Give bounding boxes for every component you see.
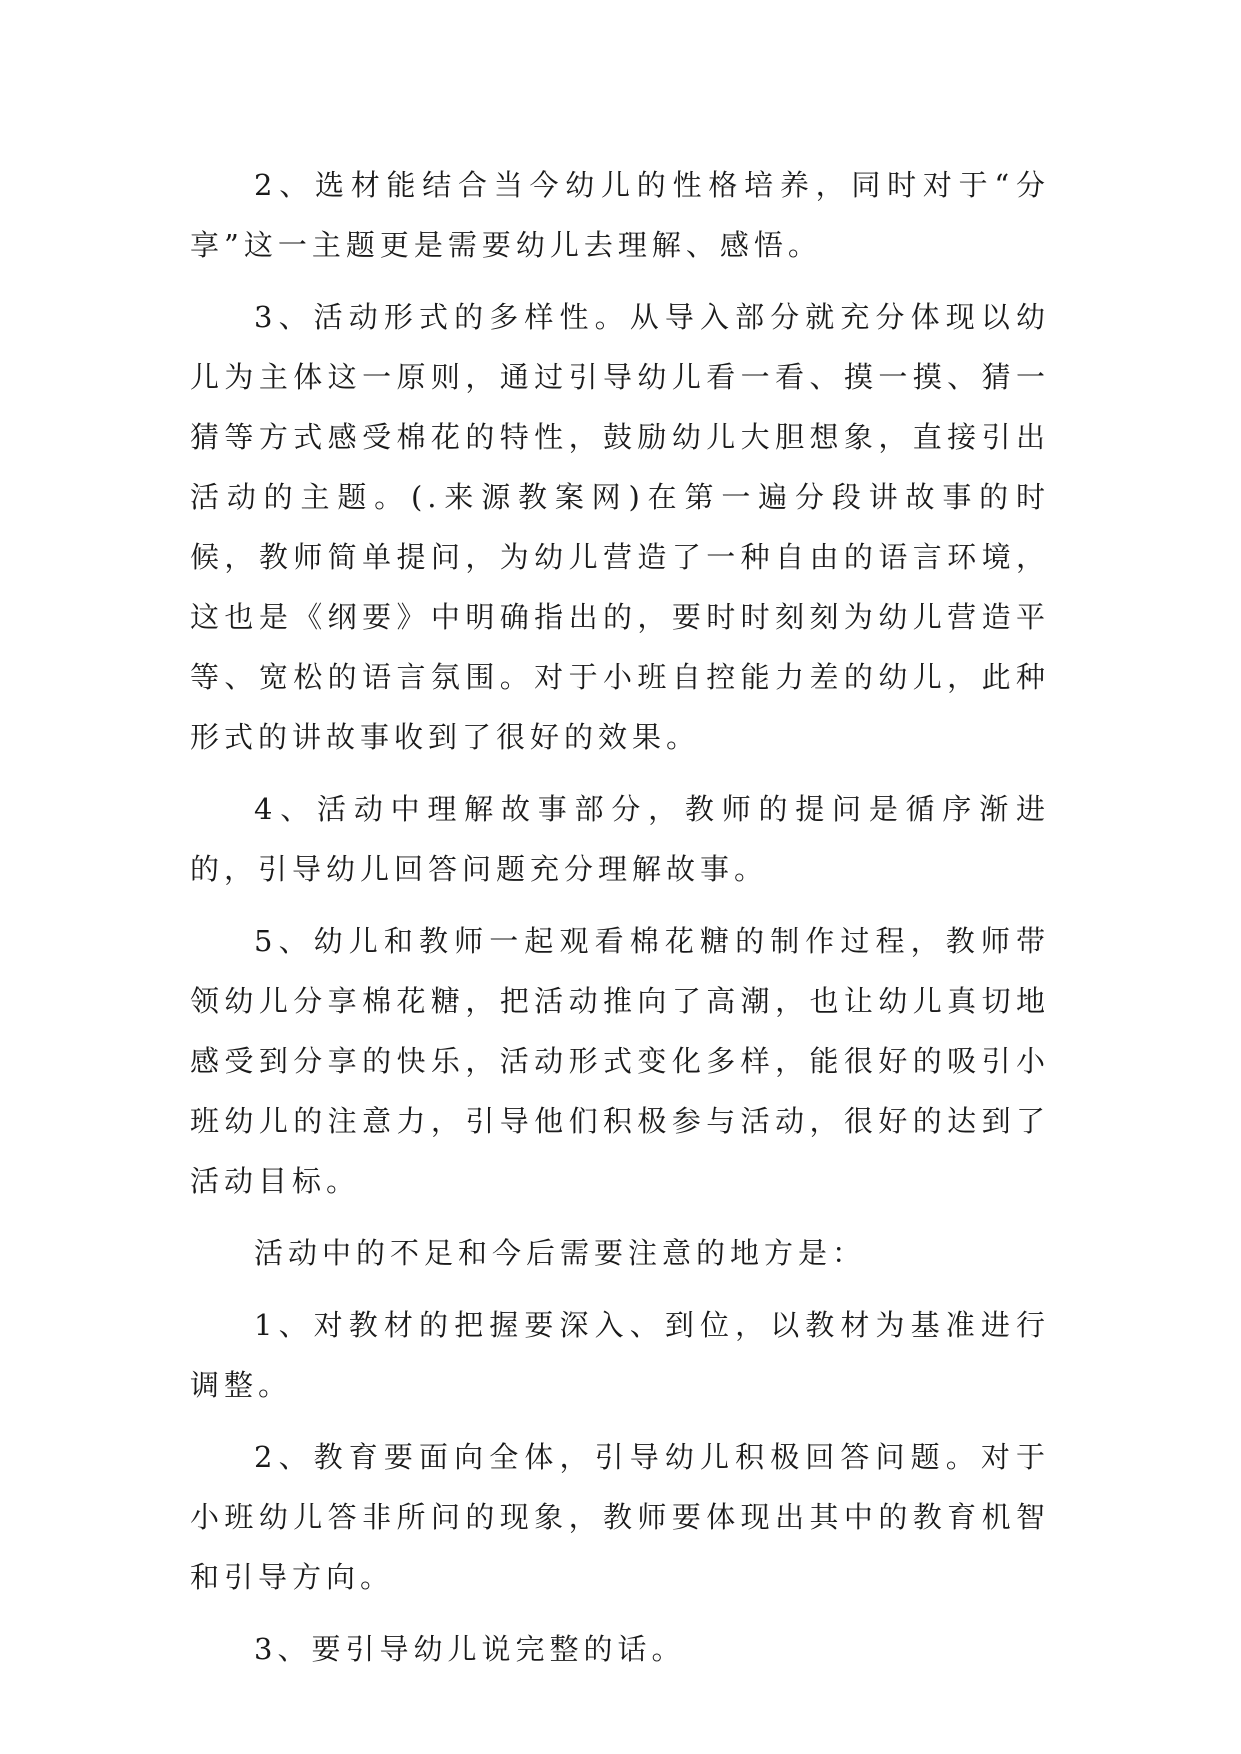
- paragraph-shortcoming-1: 1、对教材的把握要深入、到位，以教材为基准进行调整。: [190, 1308, 1050, 1402]
- document-body: [190, 155, 1050, 1691]
- paragraph-activity-variety: 3、活动形式的多样性。从导入部分就充分体现以幼儿为主体这一原则，通过引导幼儿看一看、摸一摸、猜一猜等方式感受棉花的特性，鼓励幼儿大胆想象，直接引出活动的主题。(.来源教案网)在第一遍分段讲故事的时候，教师简单提问，为幼儿营造了一种自由的语言环境，这也是《纲要》中明确指出的，要时时刻刻为幼儿营造平等、宽松的语言氛围。对于小班自控能力差的幼儿，此种形式的讲故事收到了很好的效果。: [190, 300, 1050, 754]
- paragraph-cotton-candy: 5、幼儿和教师一起观看棉花糖的制作过程，教师带领幼儿分享棉花糖，把活动推向了高潮，也让幼儿真切地感受到分享的快乐，活动形式变化多样，能很好的吸引小班幼儿的注意力，引导他们积极参与活动，很好的达到了活动目标。: [190, 924, 1050, 1198]
- paragraph-shortcoming-3: 3、要引导幼儿说完整的话。: [254, 1632, 686, 1666]
- paragraph-shortcomings-heading: 活动中的不足和今后需要注意的地方是：: [254, 1236, 867, 1270]
- paragraph-story-understanding: 4、活动中理解故事部分，教师的提问是循序渐进的，引导幼儿回答问题充分理解故事。: [190, 792, 1050, 886]
- paragraph-shortcoming-2: 2、教育要面向全体，引导幼儿积极回答问题。对于小班幼儿答非所问的现象，教师要体现出其中的教育机智和引导方向。: [190, 1440, 1050, 1594]
- paragraph-material-selection: 2、选材能结合当今幼儿的性格培养，同时对于“分享”这一主题更是需要幼儿去理解、感悟。: [190, 168, 1050, 262]
